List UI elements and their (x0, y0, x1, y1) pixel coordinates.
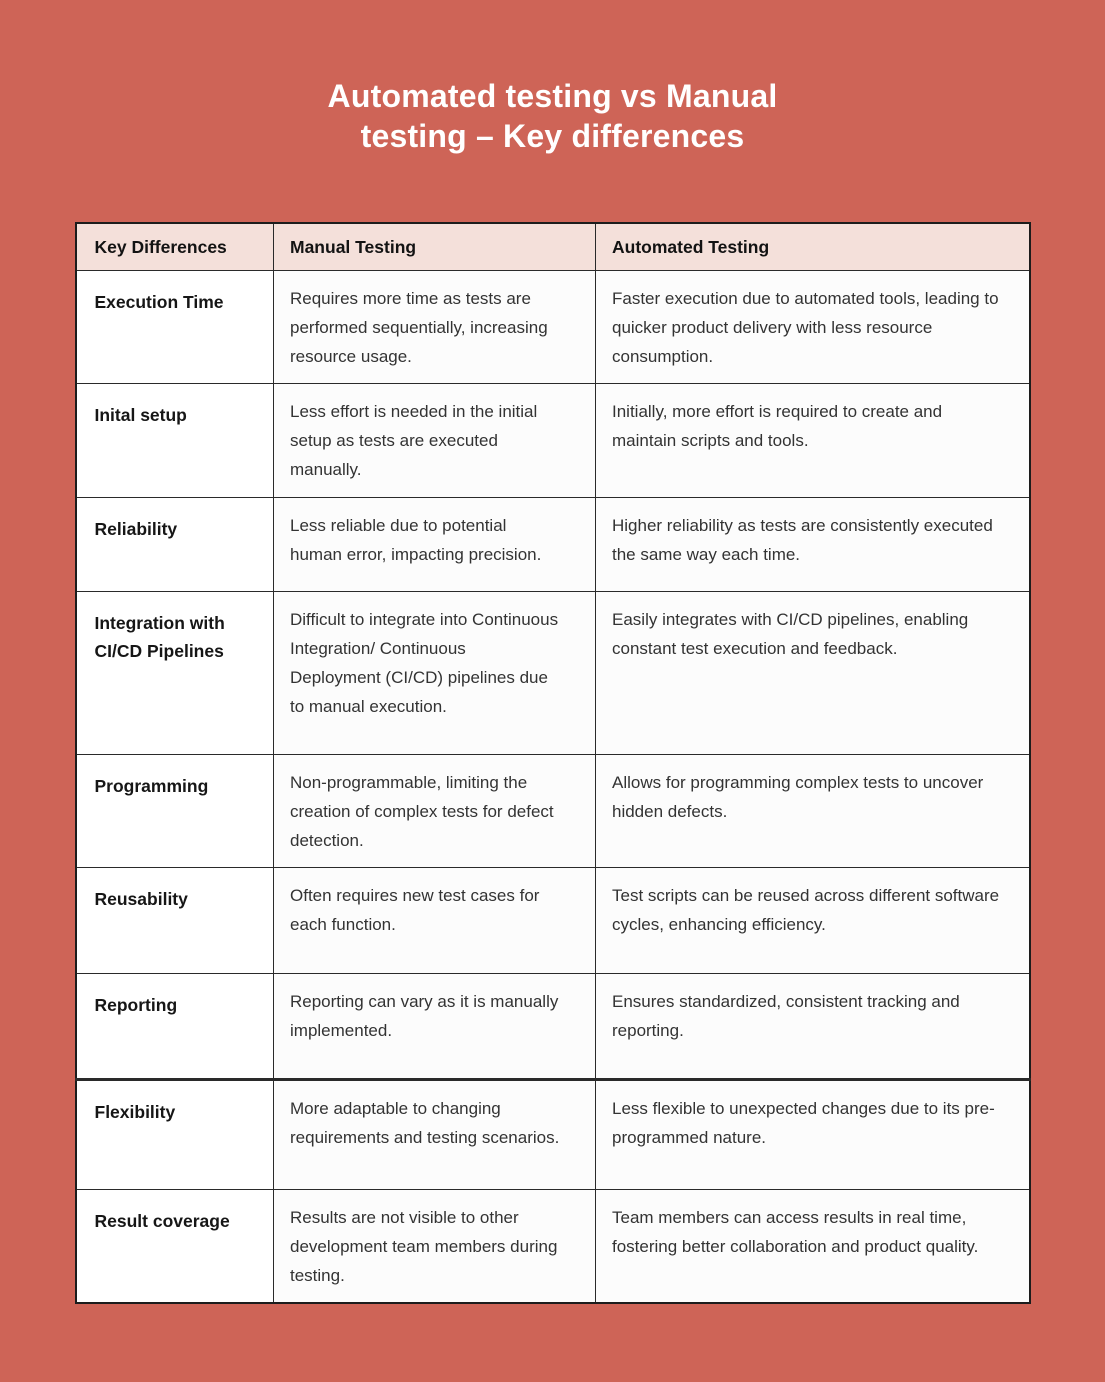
row-automated-cell: Ensures standardized, consistent tracking and reporting. (596, 974, 1030, 1080)
row-manual-cell: Non-programmable, limiting the creation of complex tests for defect detection. (274, 755, 596, 868)
row-automated-cell: Easily integrates with CI/CD pipelines, enabling constant test execution and feedback. (596, 592, 1030, 755)
row-manual-cell: Requires more time as tests are performed sequentially, increasing resource usage. (274, 271, 596, 384)
header-automated-testing: Automated Testing (596, 223, 1030, 271)
row-manual-cell: Less reliable due to potential human error, impacting precision. (274, 498, 596, 592)
row-key-cell: Programming (76, 755, 274, 868)
table-row-cicd-integration (76, 592, 1030, 755)
comparison-table (75, 222, 1031, 1304)
row-manual-cell: Difficult to integrate into Continuous Integration/ Continuous Deployment (CI/CD) pipelines due to manual execution. (274, 592, 596, 755)
header-row (76, 223, 1030, 271)
page-title (203, 0, 903, 156)
row-manual-cell: Results are not visible to other development team members during testing. (274, 1190, 596, 1304)
table-row-execution-time (76, 271, 1030, 384)
header-manual-testing: Manual Testing (274, 223, 596, 271)
row-automated-cell: Faster execution due to automated tools, leading to quicker product delivery with less resource consumption. (596, 271, 1030, 384)
row-key-cell: Inital setup (76, 384, 274, 498)
row-automated-cell: Higher reliability as tests are consistently executed the same way each time. (596, 498, 1030, 592)
row-manual-cell: More adaptable to changing requirements and testing scenarios. (274, 1080, 596, 1190)
row-key-cell: Flexibility (76, 1080, 274, 1190)
row-manual-cell: Reporting can vary as it is manually implemented. (274, 974, 596, 1080)
table-row-reusability (76, 868, 1030, 974)
table-row-reliability (76, 498, 1030, 592)
row-automated-cell: Allows for programming complex tests to uncover hidden defects. (596, 755, 1030, 868)
row-manual-cell: Often requires new test cases for each function. (274, 868, 596, 974)
row-automated-cell: Test scripts can be reused across different software cycles, enhancing efficiency. (596, 868, 1030, 974)
table-header (76, 223, 1030, 271)
table-row-programming (76, 755, 1030, 868)
row-key-cell: Reliability (76, 498, 274, 592)
header-key-differences: Key Differences (76, 223, 274, 271)
row-manual-cell: Less effort is needed in the initial setup as tests are executed manually. (274, 384, 596, 498)
row-key-cell: Reusability (76, 868, 274, 974)
row-key-cell: Result coverage (76, 1190, 274, 1304)
row-key-cell: Integration with CI/CD Pipelines (76, 592, 274, 755)
table-row-inital-setup (76, 384, 1030, 498)
row-automated-cell: Team members can access results in real time, fostering better collaboration and product quality. (596, 1190, 1030, 1304)
table-body (76, 271, 1030, 1304)
row-automated-cell: Initially, more effort is required to create and maintain scripts and tools. (596, 384, 1030, 498)
page-title-line-1: Automated testing vs Manual (327, 78, 778, 114)
row-automated-cell: Less flexible to unexpected changes due to its pre-programmed nature. (596, 1080, 1030, 1190)
table-row-reporting (76, 974, 1030, 1080)
table-row-flexibility (76, 1080, 1030, 1190)
row-key-cell: Execution Time (76, 271, 274, 384)
row-key-cell: Reporting (76, 974, 274, 1080)
page-title-line-2: testing – Key differences (360, 118, 745, 154)
table-row-result-coverage (76, 1190, 1030, 1304)
